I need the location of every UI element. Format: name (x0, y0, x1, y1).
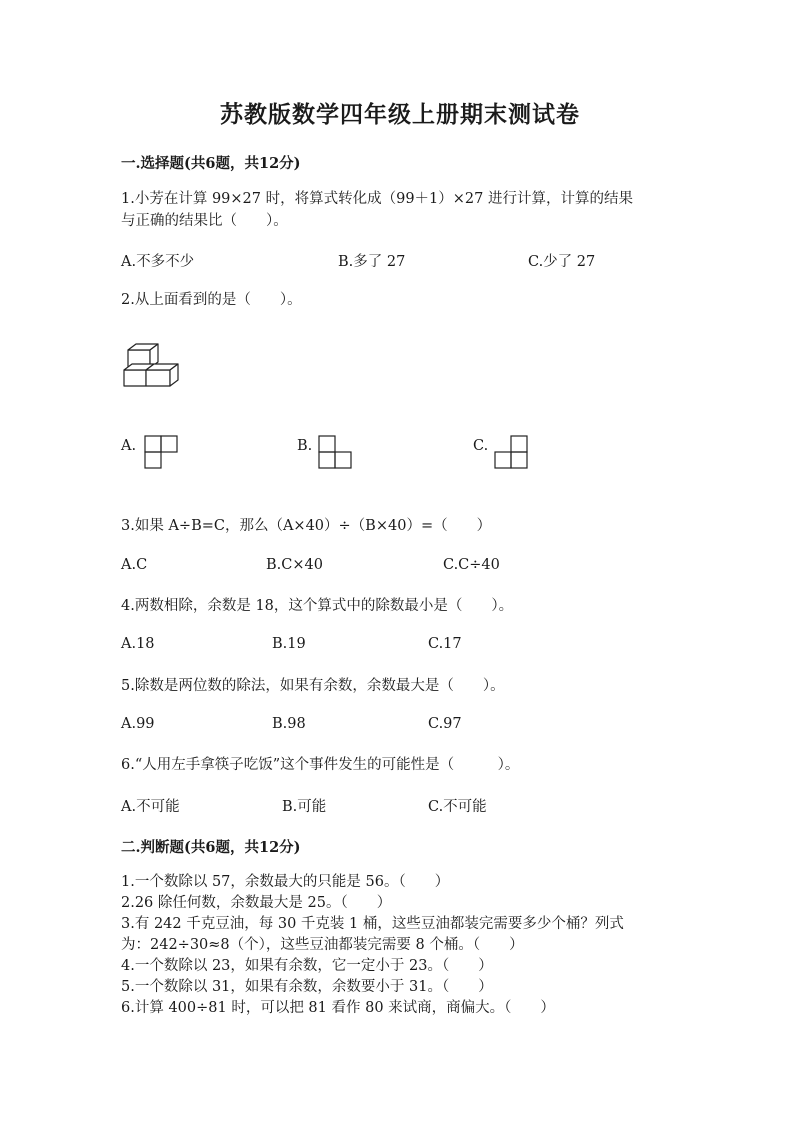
section-1-heading: 一.选择题(共6题，共12分) (121, 155, 301, 172)
tf-item-3-line-1: 3.有 242 千克豆油，每 30 千克装 1 桶，这些豆油都装完需要多少个桶？列式 (121, 916, 624, 932)
q3-option-b: B.C×40 (266, 557, 323, 573)
q2-option-b-shape (318, 435, 352, 469)
q5-option-c: C.97 (428, 716, 462, 732)
q6-option-b: B.可能 (282, 799, 327, 815)
question-1-line-1: 1.小芳在计算 99×27 时，将算式转化成（99＋1）×27 进行计算，计算的结果 (121, 191, 633, 207)
q2-option-a: A. (121, 438, 137, 454)
q2-option-c-shape (494, 435, 528, 469)
question-2: 2.从上面看到的是（ ）。 (121, 292, 302, 308)
q5-option-a: A.99 (121, 716, 155, 732)
q1-option-b: B.多了 27 (338, 254, 406, 270)
q2-option-b: B. (297, 438, 313, 454)
section-2-heading: 二.判断题(共6题，共12分) (121, 839, 301, 856)
question-1 (121, 188, 681, 232)
q6-option-c: C.不可能 (428, 799, 487, 815)
q5-option-b: B.98 (272, 716, 306, 732)
q6-option-a: A.不可能 (121, 799, 180, 815)
q3-option-a: A.C (121, 557, 148, 573)
q1-option-c: C.少了 27 (528, 254, 596, 270)
tf-item-4: 4.一个数除以 23，如果有余数，它一定小于 23。（ ） (121, 958, 493, 974)
question-3: 3.如果 A÷B=C，那么（A×40）÷（B×40）=（ ） (121, 518, 492, 534)
tf-item-6: 6.计算 400÷81 时，可以把 81 看作 80 来试商，商偏大。（ ） (121, 1000, 555, 1016)
q4-option-b: B.19 (272, 636, 306, 652)
page-title: 苏教版数学四年级上册期末测试卷 (220, 101, 580, 128)
q3-option-c: C.C÷40 (443, 557, 500, 573)
tf-item-3-line-2: 为：242÷30≈8（个），这些豆油都装完需要 8 个桶。（ ） (121, 937, 524, 953)
q4-option-a: A.18 (121, 636, 155, 652)
question-4: 4.两数相除，余数是 18，这个算式中的除数最小是（ ）。 (121, 598, 514, 614)
q1-option-a: A.不多不少 (121, 254, 195, 270)
q2-option-c: C. (473, 438, 489, 454)
q4-option-c: C.17 (428, 636, 462, 652)
tf-item-2: 2.26 除任何数，余数最大是 25。（ ） (121, 895, 392, 911)
question-5: 5.除数是两位数的除法，如果有余数，余数最大是（ ）。 (121, 678, 505, 694)
tf-item-1: 1.一个数除以 57，余数最大的只能是 56。（ ） (121, 874, 450, 890)
q2-option-a-shape (144, 435, 178, 469)
true-false-list (121, 872, 681, 1019)
question-6: 6.“人用左手拿筷子吃饭”这个事件发生的可能性是（ ）。 (121, 757, 520, 773)
cube-stack-figure (120, 340, 184, 390)
question-1-line-2: 与正确的结果比（ ）。 (121, 213, 288, 229)
tf-item-5: 5.一个数除以 31，如果有余数，余数要小于 31。（ ） (121, 979, 493, 995)
